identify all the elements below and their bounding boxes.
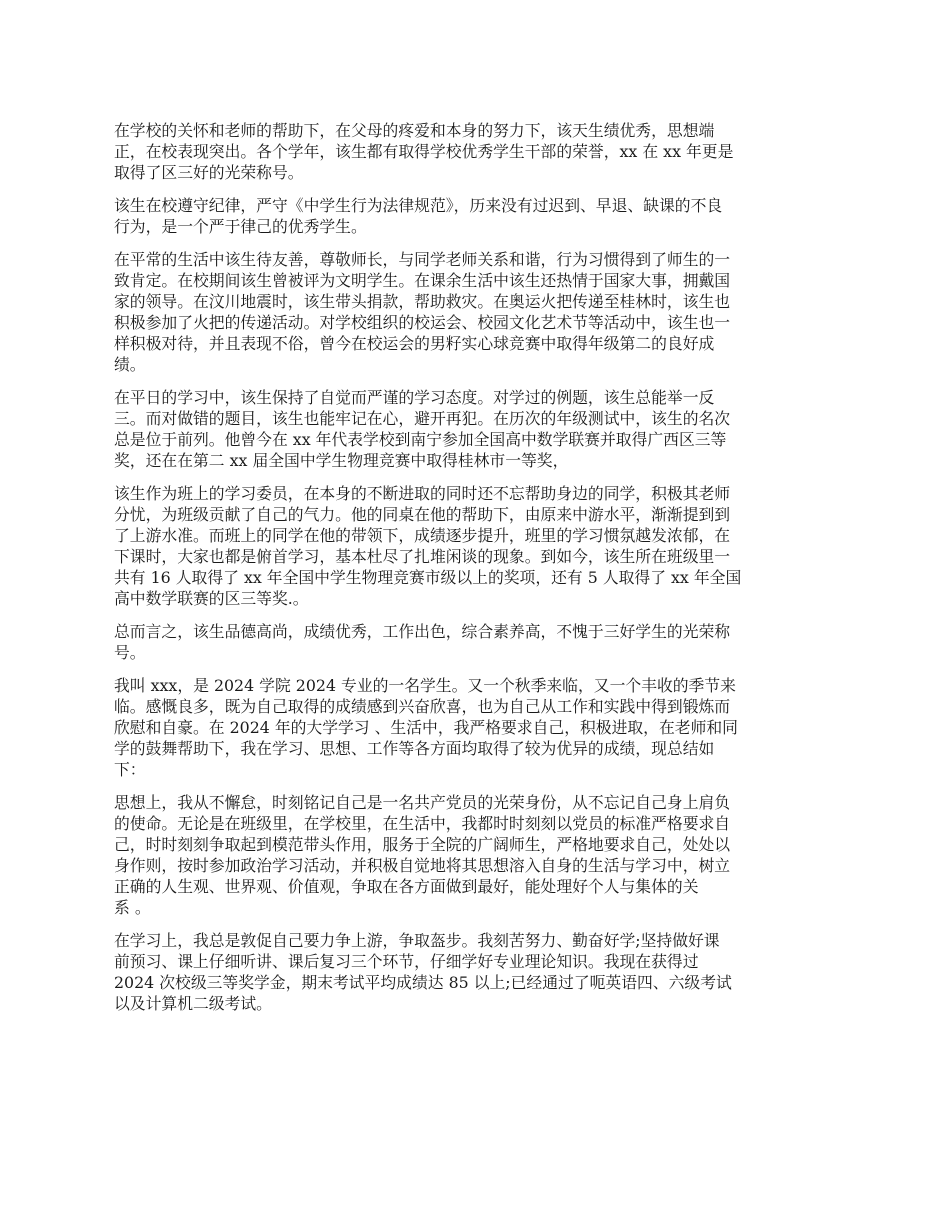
paragraph-6: 总而言之，该生品德高尚，成绩优秀，工作出色，综合素养高，不愧于三好学生的光荣称 号。 [114,622,731,662]
paragraph-2: 该生在校遵守纪律，严守《中学生行为法律规范》，历来没有过迟到、早退、缺课的不良 行为，是一个严于律己的优秀学生。 [114,196,723,236]
paragraph-3: 在平常的生活中该生待友善，尊敬师长，与同学老师关系和谐，行为习惯得到了师生的一 致肯定。在校期间该生曾被评为文明学生。在课余生活中该生还热情于国家大事，拥戴国 家的领导。在汶川地震时，该生带头捐款，帮助救灾。在奥运火把传递至桂林时，该生也 积极参加了火把的传递活动。对学校组织的校运会、校园文化艺术节等活动中，该生也一 样积极对待，并且表现不俗，曾今在校运会的男籽实心球竞赛中取得年级第二的良好成 绩。 [114,250,731,374]
document-body [114,120,836,1026]
paragraph-7: 我叫 xxx，是 2024 学院 2024 专业的一名学生。又一个秋季来临，又一个丰收的季节来 临。感慨良多，既为自己取得的成绩感到兴奋欣喜，也为自己从工作和实践中得到锻炼而 欣慰和自豪。在 2024 年的大学学习 、生活中，我严格要求自己，积极进取，在老师和同 学的鼓舞帮助下，我在学习、思想、工作等各方面均取得了较为优异的成绩，现总结如 下： [114,676,738,779]
paragraph-5: 该生作为班上的学习委员，在本身的不断进取的同时还不忘帮助身边的同学，积极其老师 分忧，为班级贡献了自己的气力。他的同桌在他的帮助下，由原来中游水平，渐渐提到到 了上游水准。而班上的同学在他的带领下，成绩逐步提升，班里的学习惯氛越发浓郁，在 下课时，大家也都是俯首学习，基本杜尽了扎堆闲谈的现象。到如今，该生所在班级里一 共有 16 人取得了 xx 年全国中学生物理竞赛市级以上的奖项，还有 5 人取得了 xx 年全国 高中数学联赛的区三等奖.。 [114,484,742,608]
paragraph-4: 在平日的学习中，该生保持了自觉而严谨的学习态度。对学过的例题，该生总能举一反 三。而对做错的题目，该生也能牢记在心，避开再犯。在历次的年级测试中，该生的名次 总是位于前列。他曾今在 xx 年代表学校到南宁参加全国高中数学联赛并取得广西区三等 奖，还在在第二 xx 届全国中学生物理竞赛中取得桂林市一等奖， [114,388,731,470]
paragraph-8: 思想上，我从不懈怠，时刻铭记自己是一名共产党员的光荣身份，从不忘记自己身上肩负 的使命。无论是在班级里，在学校里，在生活中，我都时时刻刻以党员的标准严格要求自 己，时时刻刻争取起到模范带头作用，服务于全院的广阔师生，严格地要求自己，处处以 身作则，按时参加政治学习活动，并积极自觉地将其思想溶入自身的生活与学习中，树立 正确的人生观、世界观、价值观，争取在各方面做到最好，能处理好个人与集体的关 系 。 [114,793,731,917]
paragraph-9: 在学习上，我总是敦促自己要力争上游，争取盔步。我刻苦努力、勤奋好学;坚持做好课 前预习、课上仔细听讲、课后复习三个环节，仔细学好专业理论知识。我现在获得过 2024 次校级三等奖学金，期末考试平均成绩达 85 以上;已经通过了呃英语四、六级考试 以及计算机二级考试。 [114,931,732,1013]
paragraph-1: 在学校的关怀和老师的帮助下，在父母的疼爱和本身的努力下，该天生绩优秀，思想端 正，在校表现突出。各个学年，该生都有取得学校优秀学生干部的荣誉，xx 在 xx 年更是 取得了区三好的光荣称号。 [114,121,734,182]
